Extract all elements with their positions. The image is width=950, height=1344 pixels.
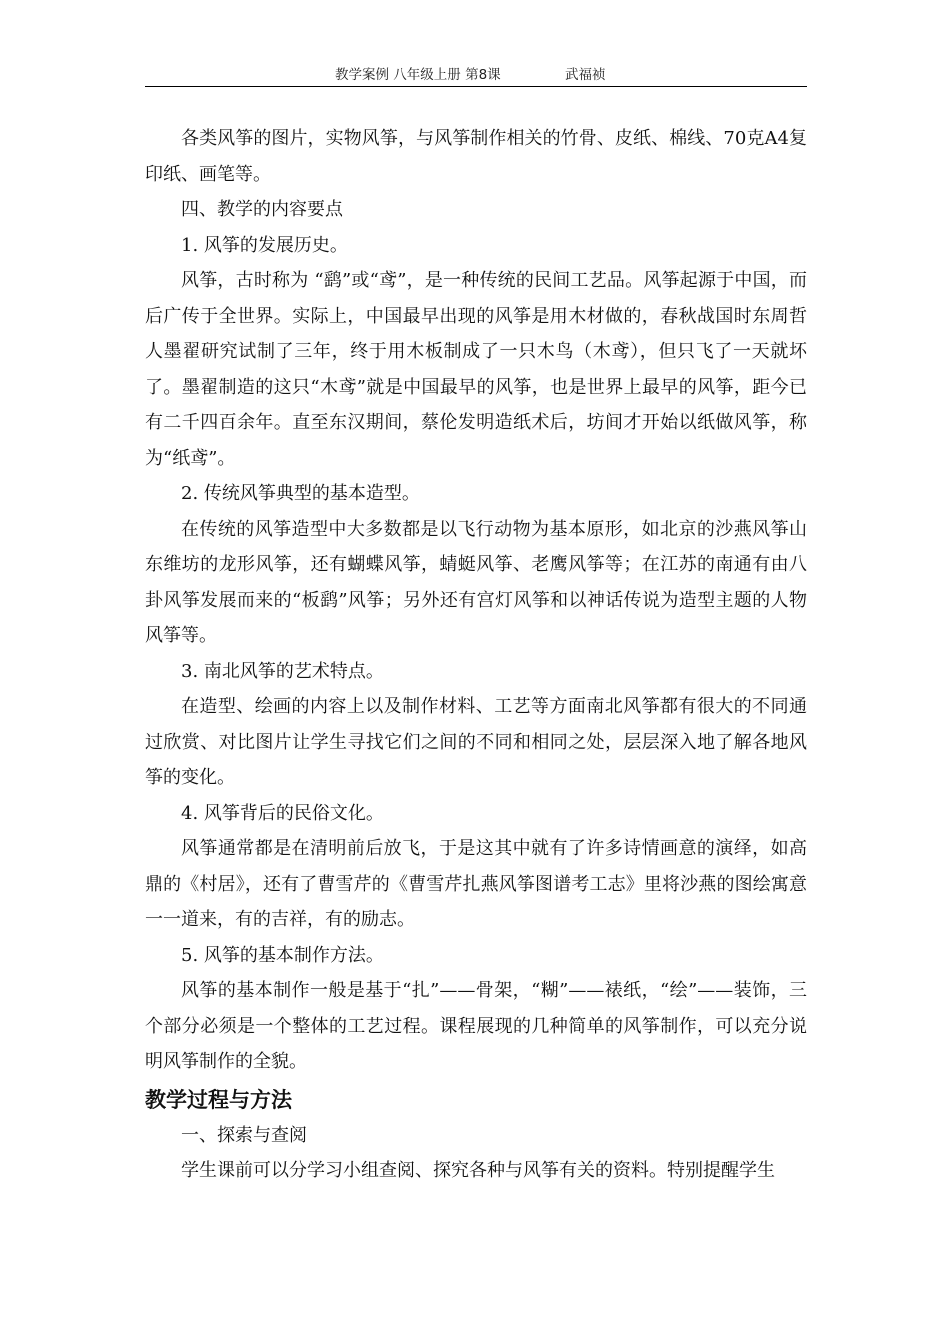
item-1-heading: 1. 风筝的发展历史。 (181, 234, 348, 256)
materials-paragraph: 各类风筝的图片，实物风筝，与风筝制作相关的竹骨、皮纸、棉线、70克A4复印纸、画笔等。 (145, 128, 807, 185)
explore-paragraph: 学生课前可以分学习小组查阅、探究各种与风筝有关的资料。特别提醒学生 (181, 1160, 775, 1181)
item-4-heading: 4. 风筝背后的民俗文化。 (181, 802, 384, 824)
header-author: 武福祯 (565, 67, 606, 83)
item-3-paragraph: 在造型、绘画的内容上以及制作材料、工艺等方面南北风筝都有很大的不同通过欣赏、对比图片让学生寻找它们之间的不同和相同之处，层层深入地了解各地风筝的变化。 (145, 696, 807, 788)
explore-heading: 一、探索与查阅 (181, 1124, 307, 1146)
item-3-heading: 3. 南北风筝的艺术特点。 (181, 660, 384, 682)
item-4-paragraph: 风筝通常都是在清明前后放飞，于是这其中就有了许多诗情画意的演绎，如高鼎的《村居》，还有了曹雪芹的《曹雪芹扎燕风筝图谱考工志》里将沙燕的图绘寓意一一道来，有的吉祥，有的励志。 (145, 838, 807, 930)
item-1-paragraph: 风筝，古时称为 “鹞”或“鸢”，是一种传统的民间工艺品。风筝起源于中国，而后广传于全世界。实际上，中国最早出现的风筝是用木材做的，春秋战国时东周哲人墨翟研究试制了三年，终于用木板制成了一只木鸟（木鸢），但只飞了一天就坏了。墨翟制造的这只“木鸢”就是中国最早的风筝，也是世界上最早的风筝，距今已有二千四百余年。直至东汉期间，蔡伦发明造纸术后，坊间才开始以纸做风筝，称为“纸鸢”。 (145, 270, 807, 469)
item-5-paragraph: 风筝的基本制作一般是基于“扎”——骨架，“糊”——裱纸，“绘”——装饰，三个部分必须是一个整体的工艺过程。课程展现的几种简单的风筝制作，可以充分说明风筝制作的全貌。 (145, 980, 807, 1072)
section-title: 教学过程与方法 (145, 1087, 292, 1112)
item-2-paragraph: 在传统的风筝造型中大多数都是以飞行动物为基本原形，如北京的沙燕风筝山东维坊的龙形风筝，还有蝴蝶风筝，蜻蜓风筝、老鹰风筝等；在江苏的南通有由八卦风筝发展而来的“板鹞”风筝；另外还有宫灯风筝和以神话传说为造型主题的人物风筝等。 (145, 518, 807, 646)
document-body (145, 121, 807, 1189)
header-course-info: 教学案例 八年级上册 第8课 (335, 67, 501, 83)
item-5-heading: 5. 风筝的基本制作方法。 (181, 944, 384, 966)
content-points-heading: 四、教学的内容要点 (181, 199, 343, 220)
item-2-heading: 2. 传统风筝典型的基本造型。 (181, 483, 420, 504)
page-header (145, 66, 807, 87)
